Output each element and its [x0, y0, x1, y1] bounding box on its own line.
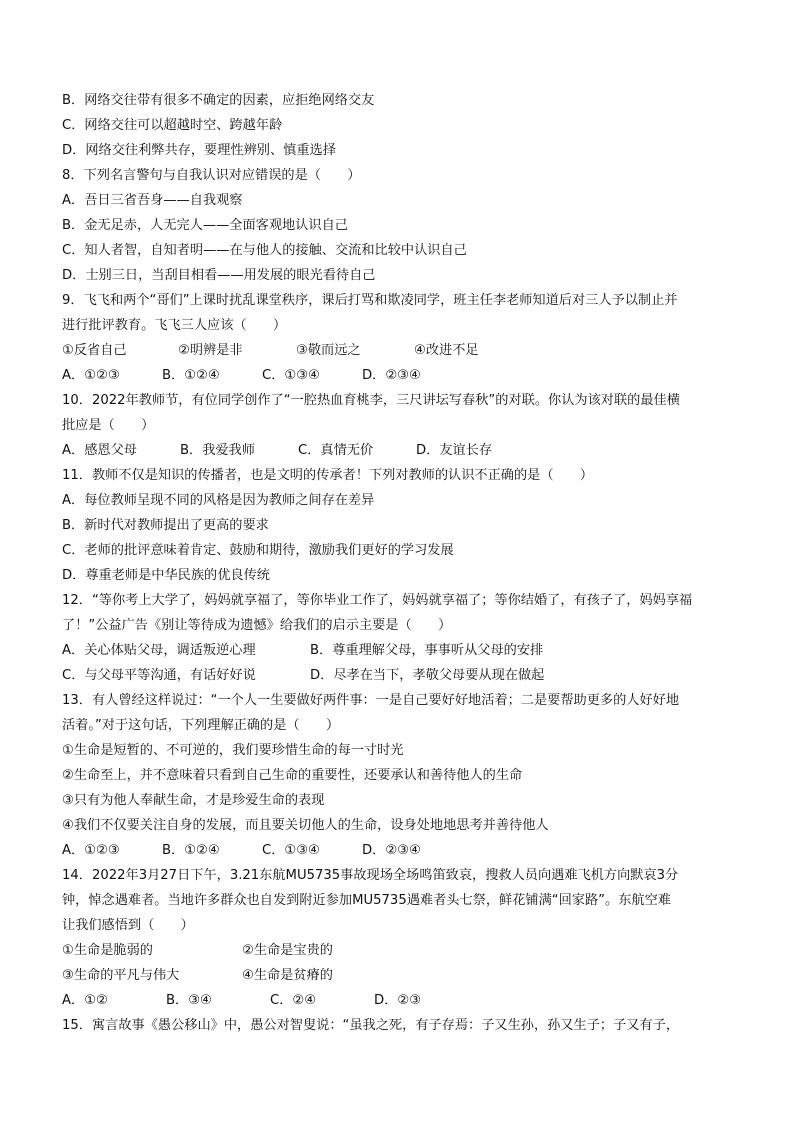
q11-option-c: C．老师的批评意味着肯定、鼓励和期待，激励我们更好的学习发展 — [62, 543, 454, 558]
q12-option: C．与父母平等沟通，有话好好说 — [62, 668, 256, 683]
q7-option-c: C．网络交往可以超越时空、跨越年龄 — [62, 118, 283, 133]
q9-stem-line-2: 进行批评教育。飞飞三人应该（ ） — [62, 318, 287, 333]
q12-options-row-1 — [62, 638, 752, 663]
q9-item: ②明辨是非 — [178, 343, 243, 358]
q8-option-b: B．金无足赤，人无完人——全面客观地认识自己 — [62, 218, 348, 233]
q13-stem-line-1: 13．有人曾经这样说过：“一个人一生要做好两件事：一是自己要好好地活着；二是要帮助更多的人好好地 — [62, 693, 680, 708]
q9-option: B．①②④ — [162, 368, 220, 383]
q9-option: A．①②③ — [62, 368, 120, 383]
q14-option: A．①② — [62, 993, 108, 1008]
q14-option: B．③④ — [166, 993, 212, 1008]
q12-option: D．尽孝在当下，孝敬父母要从现在做起 — [310, 668, 545, 683]
q9-item: ③敬而远之 — [296, 343, 361, 358]
q10-stem-line-1: 10．2022年教师节，有位同学创作了“一腔热血育桃李，三尺讲坛写春秋”的对联。你认为该对联的最佳横 — [62, 393, 680, 408]
q14-item: ①生命是脆弱的 — [62, 943, 153, 958]
q10-option: D．友谊长存 — [416, 443, 493, 458]
q14-items-row-1 — [62, 938, 752, 963]
q14-stem-line-3: 让我们感悟到（ ） — [62, 918, 194, 933]
q8-option-d: D．士别三日，当刮目相看——用发展的眼光看待自己 — [62, 268, 376, 283]
q13-option: A．①②③ — [62, 843, 120, 858]
q10-stem-line-2: 批应是（ ） — [62, 418, 155, 433]
q9-item: ①反省自己 — [62, 343, 127, 358]
q9-option: D．②③④ — [362, 368, 421, 383]
q13-item-2: ②生命至上，并不意味着只看到自己生命的重要性，还要承认和善待他人的生命 — [62, 768, 523, 783]
q14-items-row-2 — [62, 963, 752, 988]
q11-stem: 11．教师不仅是知识的传播者，也是文明的传承者！下列对教师的认识不正确的是（ ） — [62, 468, 594, 483]
q12-options-row-2 — [62, 663, 752, 688]
q10-option: A．感恩父母 — [62, 443, 137, 458]
q10-options — [62, 438, 752, 463]
q14-stem-line-2: 钟，悼念遇难者。当地许多群众也自发到附近参加MU5735遇难者头七祭，鲜花铺满“回家路”。东航空难 — [62, 893, 671, 908]
q9-item: ④改进不足 — [414, 343, 479, 358]
q7-option-b: B．网络交往带有很多不确定的因素，应拒绝网络交友 — [62, 93, 375, 108]
q14-item: ③生命的平凡与伟大 — [62, 968, 180, 983]
q12-option: A．关心体贴父母，调适叛逆心理 — [62, 643, 256, 658]
q11-option-d: D．尊重老师是中华民族的优良传统 — [62, 568, 270, 583]
q7-option-d: D．网络交往利弊共存，要理性辨别、慎重选择 — [62, 143, 336, 158]
q14-option: D．②③ — [374, 993, 421, 1008]
q13-item-4: ④我们不仅要关注自身的发展，而且要关切他人的生命，设身处地地思考并善待他人 — [62, 818, 549, 833]
q14-item: ②生命是宝贵的 — [242, 943, 333, 958]
q11-option-a: A．每位教师呈现不同的风格是因为教师之间存在差异 — [62, 493, 375, 508]
q14-option: C．②④ — [270, 993, 317, 1008]
q10-option: C．真情无价 — [298, 443, 374, 458]
q8-option-a: A．吾日三省吾身——自我观察 — [62, 193, 243, 208]
q8-option-c: C．知人者智，自知者明——在与他人的接触、交流和比较中认识自己 — [62, 243, 467, 258]
q12-stem-line-2: 了！”公益广告《别让等待成为遗憾》给我们的启示主要是（ ） — [62, 618, 452, 633]
q9-option: C．①③④ — [262, 368, 320, 383]
q9-options — [62, 363, 752, 388]
q9-items — [62, 338, 752, 363]
q12-stem-line-1: 12．“等你考上大学了，妈妈就享福了，等你毕业工作了，妈妈就享福了；等你结婚了，有孩子了，妈妈享福 — [62, 593, 693, 608]
q13-item-3: ③只有为他人奉献生命，才是珍爱生命的表现 — [62, 793, 325, 808]
q14-options — [62, 988, 752, 1013]
q13-options — [62, 838, 752, 863]
document-page — [62, 88, 752, 1038]
q9-stem-line-1: 9．飞飞和两个“哥们”上课时扰乱课堂秩序，课后打骂和欺凌同学，班主任李老师知道后对三人予以制止并 — [62, 293, 678, 308]
q14-stem-line-1: 14．2022年3月27日下午，3.21东航MU5735事故现场全场鸣笛致哀，搜救人员向遇难飞机方向默哀3分 — [62, 868, 679, 883]
q14-item: ④生命是贫瘠的 — [242, 968, 333, 983]
q11-option-b: B．新时代对教师提出了更高的要求 — [62, 518, 269, 533]
q13-option: C．①③④ — [262, 843, 320, 858]
q13-option: B．①②④ — [162, 843, 220, 858]
q12-option: B．尊重理解父母，事事听从父母的安排 — [310, 643, 544, 658]
q8-stem: 8．下列名言警句与自我认识对应错误的是（ ） — [62, 168, 361, 183]
q13-stem-line-2: 活着。”对于这句话，下列理解正确的是（ ） — [62, 718, 340, 733]
q13-option: D．②③④ — [362, 843, 421, 858]
q15-stem-line-1: 15．寓言故事《愚公移山》中，愚公对智叟说：“虽我之死，有子存焉：子又生孙，孙又生子；子又有子， — [62, 1018, 680, 1033]
q13-item-1: ①生命是短暂的、不可逆的，我们要珍惜生命的每一寸时光 — [62, 743, 404, 758]
q10-option: B．我爱我师 — [180, 443, 255, 458]
